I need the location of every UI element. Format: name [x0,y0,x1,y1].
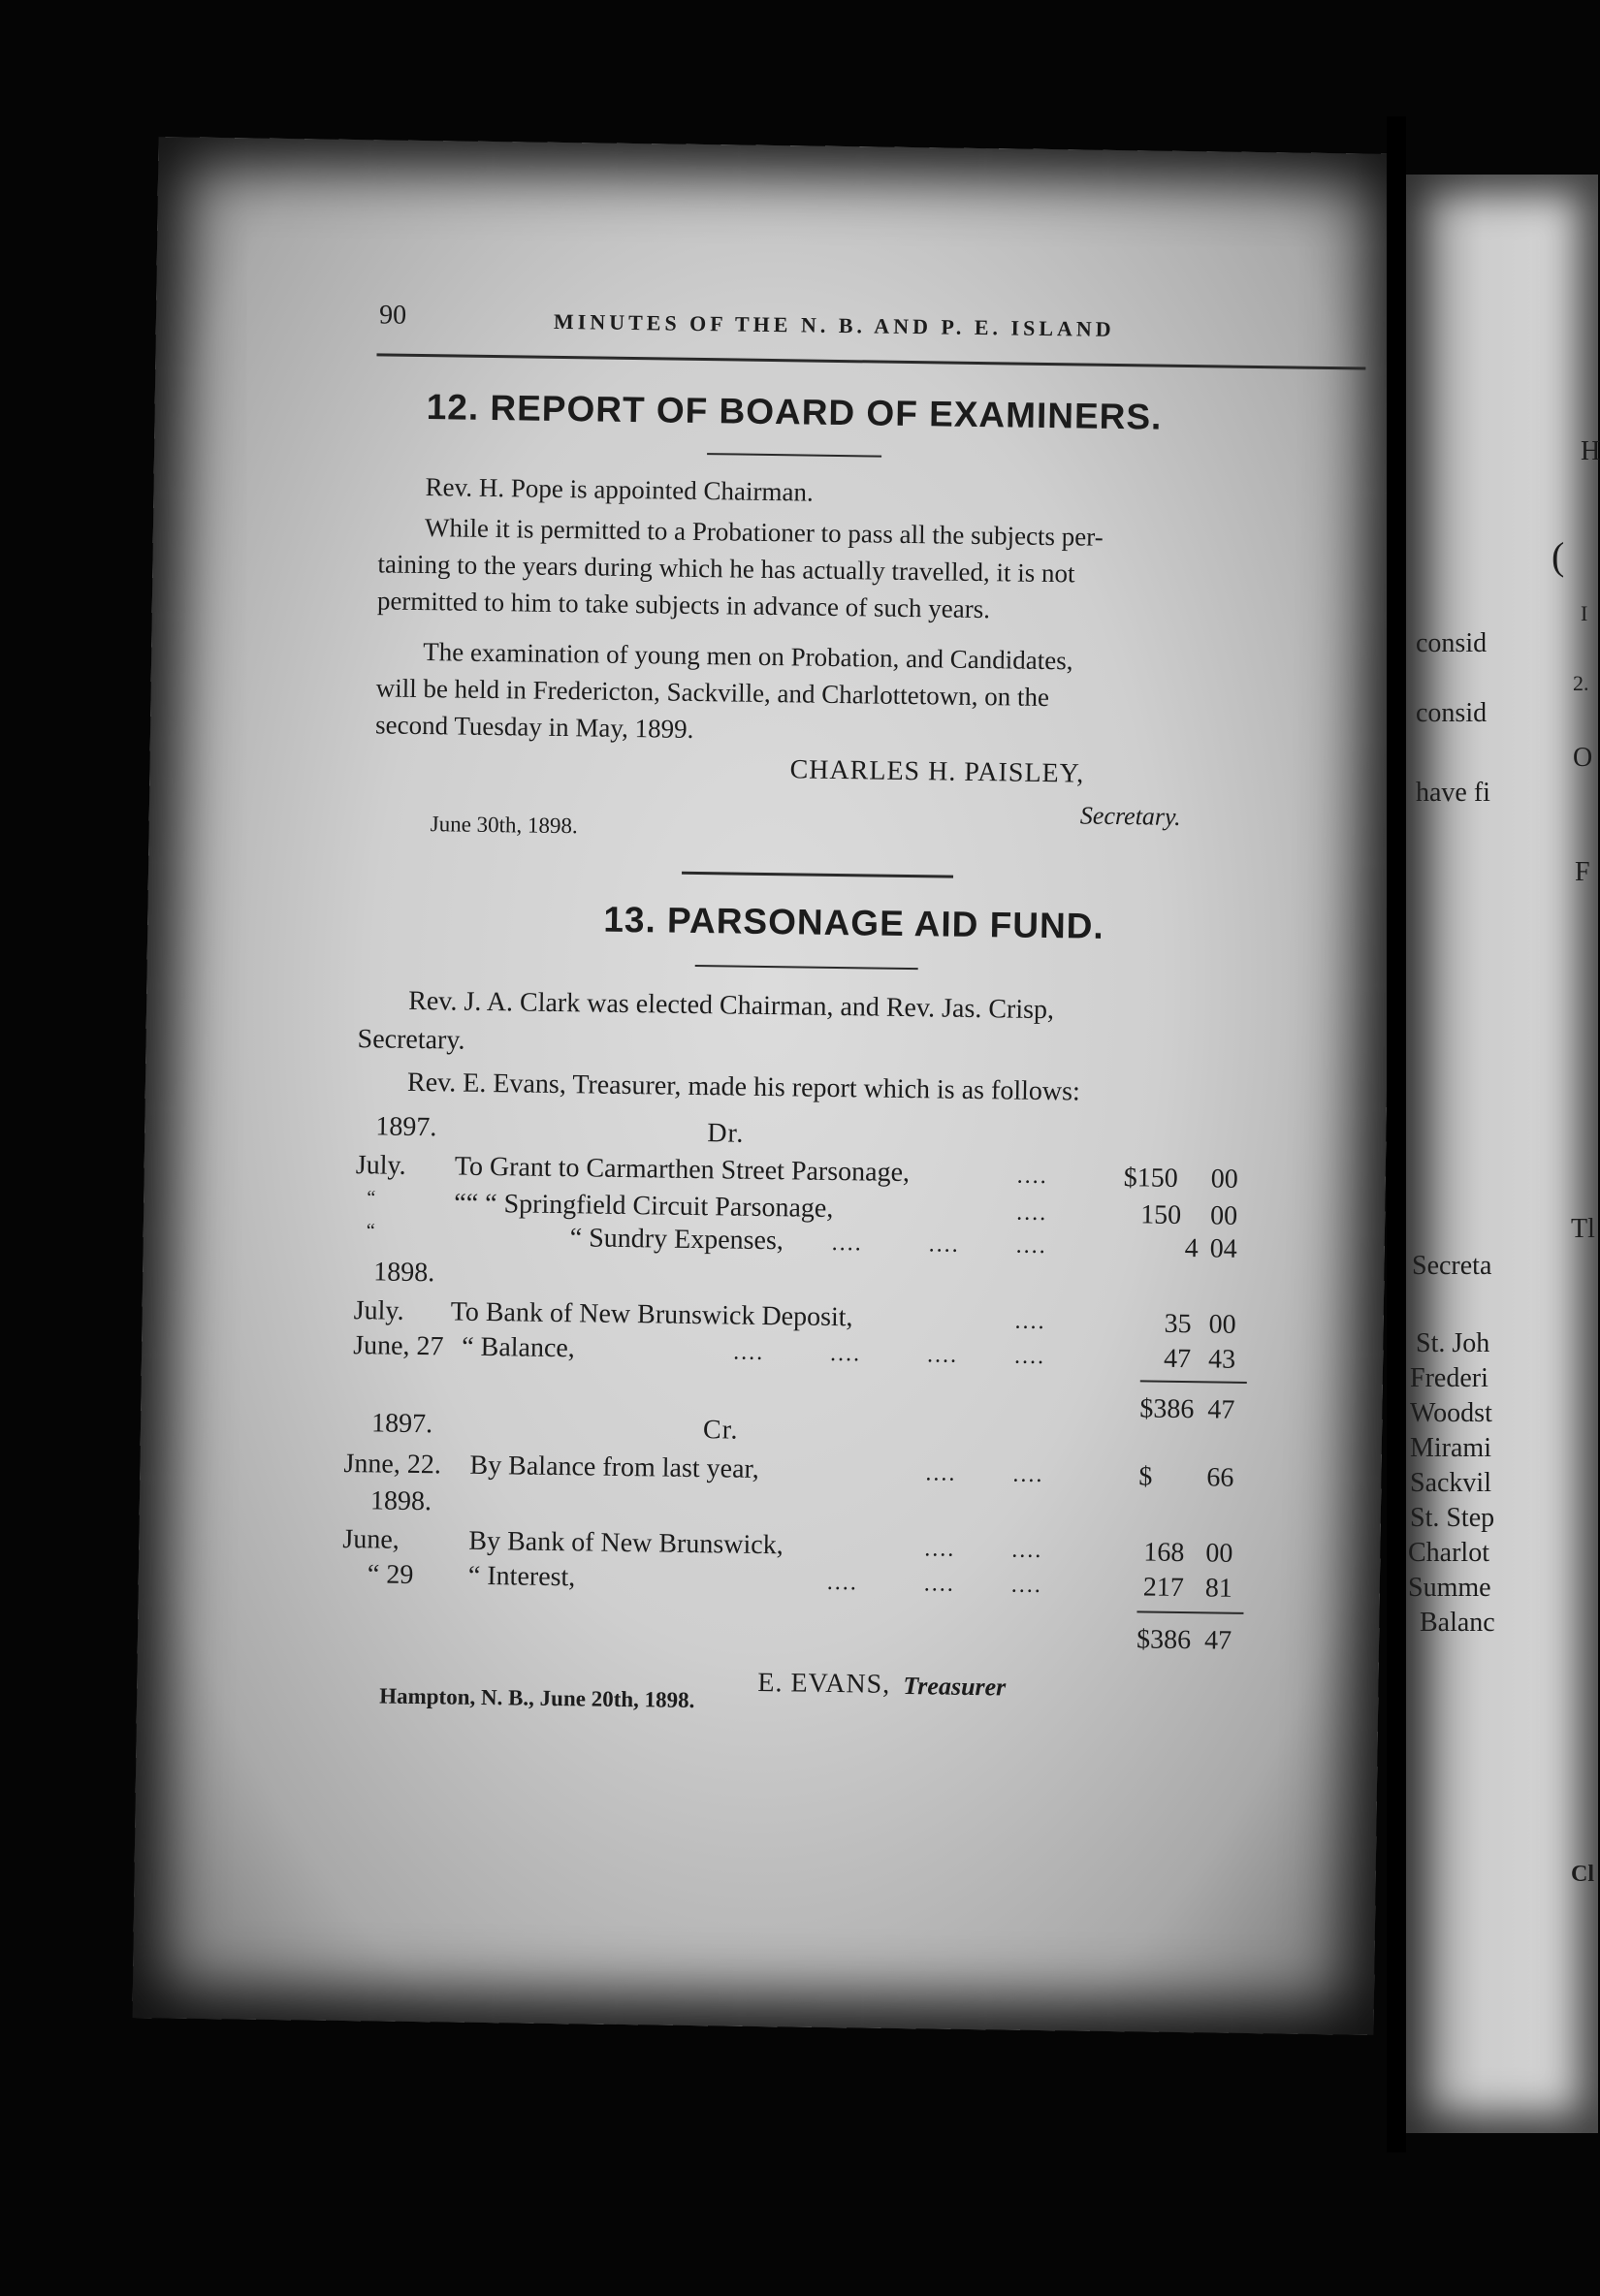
section-12-date: June 30th, 1898. [430,812,578,839]
dr-heading: Dr. [707,1118,745,1149]
section-12-signatory-title: Secretary. [1079,801,1181,831]
dr-row-3-dollars: 4 [1184,1233,1199,1264]
cr-row-3-leader-a: .... [826,1569,859,1596]
cr-row-1-leader-a: .... [925,1460,957,1486]
dr-total-cents: 47 [1207,1394,1235,1425]
dr-total-dollars: $386 [1139,1393,1195,1425]
section-divider [682,872,953,878]
section-12-para-1: Rev. H. Pope is appointed Chairman. [425,472,814,507]
cr-total-dollars: $386 [1136,1624,1192,1656]
section-12-para-3-line-2: will be held in Fredericton, Sackville, and Charlottetown, on the [375,673,1050,713]
section-12-title: 12. REPORT OF BOARD OF EXAMINERS. [426,387,1163,437]
section-12-title-rule [707,453,881,458]
dr-year-2: 1898. [373,1257,435,1289]
facing-page [1406,175,1598,2133]
dr-row-2-date: “ [367,1187,376,1209]
cr-heading: Cr. [702,1415,739,1446]
dr-row-5-leader-d: .... [1013,1343,1046,1370]
section-13-title: 13. PARSONAGE AID FUND. [603,899,1105,946]
cr-row-3-desc: “ Interest, [467,1560,576,1593]
running-head: MINUTES OF THE N. B. AND P. E. ISLAND [553,308,1115,341]
dr-row-1-desc: To Grant to Carmarthen Street Parsonage, [454,1151,911,1189]
cr-row-1-dollars: $ [1138,1461,1153,1492]
facing-line: 2. [1573,671,1589,695]
facing-line: Woodst [1410,1398,1492,1428]
dr-row-5-desc: “ Balance, [461,1331,576,1364]
cr-row-2-leader-a: .... [924,1536,956,1562]
dr-row-1-cents: 00 [1210,1164,1238,1195]
section-13-para-1-line-2: Secretary. [357,1024,465,1056]
section-12-para-2-line-2: taining to the years during which he has actually travelled, it is not [377,549,1075,589]
dr-row-3-date: “ [366,1220,375,1242]
page-number: 90 [378,300,407,331]
dr-row-4-leader: .... [1014,1308,1046,1335]
dr-row-2-desc: ““ “ Springfield Circuit Parsonage, [454,1188,834,1224]
section-13-para-1-line-1: Rev. J. A. Clark was elected Chairman, and Rev. Jas. Crisp, [407,985,1055,1026]
cr-row-1-cents: 66 [1206,1462,1234,1493]
cr-row-2-desc: By Bank of New Brunswick, [468,1525,784,1561]
facing-line: St. Joh [1416,1328,1490,1358]
book-gutter [1387,116,1406,2152]
cr-total-cents: 47 [1203,1625,1232,1656]
facing-line: Secreta [1412,1251,1492,1281]
facing-line: F [1575,857,1590,887]
cr-row-3-leader-c: .... [1010,1572,1043,1599]
section-12-para-2-line-1: While it is permitted to a Probationer to pass all the subjects per- [424,513,1104,552]
facing-line: Cl [1571,1862,1594,1887]
dr-row-1-dollars: $150 [1123,1163,1178,1194]
cr-total-rule [1136,1610,1243,1614]
facing-line: consid [1416,628,1488,658]
cr-row-2-leader-b: .... [1011,1537,1043,1564]
book-page [133,137,1400,2035]
dr-row-4-date: July. [353,1295,404,1326]
dr-year: 1897. [375,1111,437,1143]
facing-line: Balanc [1420,1608,1495,1638]
cr-row-3-date: “ 29 [367,1559,414,1590]
facing-line: Summe [1408,1573,1491,1603]
facing-line: St. Step [1410,1503,1495,1533]
cr-row-3-leader-b: .... [923,1571,956,1597]
dr-row-3-leader-a: .... [831,1229,863,1257]
cr-row-3-cents: 81 [1204,1573,1233,1604]
dr-row-5-leader-b: .... [829,1340,862,1367]
dr-total-rule [1140,1380,1247,1384]
facing-line: Frederi [1410,1363,1488,1393]
dr-row-4-desc: To Bank of New Brunswick Deposit, [450,1296,853,1333]
dr-row-5-leader-a: .... [732,1339,765,1365]
section-12-para-2-line-3: permitted to him to take subjects in advance of such years. [376,586,991,624]
dr-row-5-dollars: 47 [1163,1343,1192,1375]
dr-row-3-desc: “ Sundry Expenses, [569,1223,784,1257]
dr-row-4-cents: 00 [1208,1309,1236,1340]
dr-row-2-cents: 00 [1209,1200,1238,1231]
section-13-signatory-title: Treasurer [903,1672,1007,1702]
facing-line: ( [1552,534,1565,578]
facing-line: Sackvil [1410,1468,1491,1498]
section-12-signatory: CHARLES H. PAISLEY, [789,754,1085,789]
dr-row-5-cents: 43 [1207,1344,1236,1375]
section-13-para-2: Rev. E. Evans, Treasurer, made his report which is as follows: [406,1067,1081,1107]
cr-row-2-date: June, [342,1523,400,1555]
cr-year-2: 1898. [369,1485,432,1517]
cr-row-3-dollars: 217 [1142,1572,1185,1604]
section-12-para-3-line-3: second Tuesday in May, 1899. [374,710,694,744]
section-12-para-3-line-1: The examination of young men on Probation, and Candidates, [423,637,1073,676]
dr-row-3-leader-c: .... [1015,1232,1047,1260]
facing-line: I [1581,601,1588,625]
dr-row-5-leader-c: .... [926,1342,959,1368]
facing-line: H [1581,436,1600,466]
cr-row-1-leader-b: .... [1012,1461,1044,1488]
header-rule [376,353,1365,369]
dr-row-3-leader-b: .... [928,1231,960,1258]
cr-row-2-cents: 00 [1205,1538,1233,1569]
dr-row-4-dollars: 35 [1164,1308,1192,1340]
facing-line: O [1573,743,1593,773]
dr-row-1-leader: .... [1016,1163,1048,1190]
section-13-title-rule [695,965,918,970]
facing-line: have fi [1416,778,1490,808]
dr-row-2-dollars: 150 [1139,1199,1182,1230]
cr-row-1-desc: By Balance from last year, [469,1450,759,1484]
facing-line: Mirami [1410,1433,1491,1463]
cr-row-1-date: Jnne, 22. [343,1448,442,1481]
dr-row-1-date: July. [355,1150,406,1181]
section-13-place-date: Hampton, N. B., June 20th, 1898. [379,1683,695,1713]
dr-row-5-date: June, 27 [353,1330,444,1362]
dr-row-2-leader: .... [1016,1199,1048,1227]
facing-line: Charlot [1408,1538,1489,1568]
facing-line: Tl [1571,1214,1595,1244]
dr-row-3-cents: 04 [1209,1233,1237,1264]
facing-line: consid [1416,698,1488,728]
cr-row-2-dollars: 168 [1143,1537,1185,1569]
section-13-signatory: E. EVANS, [757,1667,891,1700]
cr-year: 1897. [370,1408,433,1440]
